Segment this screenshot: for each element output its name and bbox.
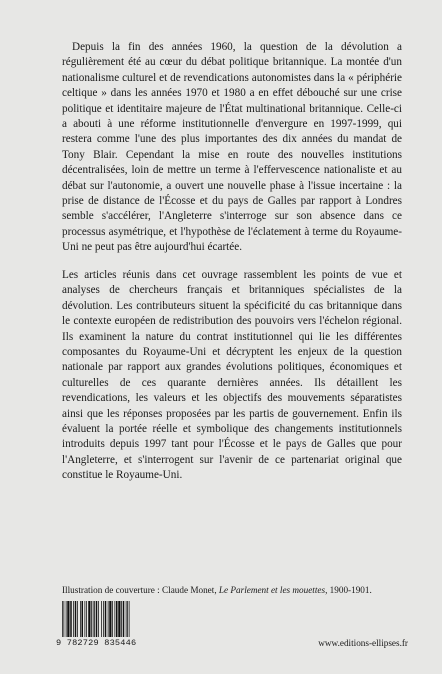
summary-paragraph-1: Depuis la fin des années 1960, la question de la dévolution a régulièrement été au cœur du débat politique britannique. La montée d'un nationalisme culturel et de revendications autonomistes dans la « périphérie celtique » dans les années 1970 et 1980 a en effet débouché sur une crise politique et identitaire majeure de l'État multinational britannique. Celle-ci a abouti à une réforme institutionnelle d'envergure en 1997-1999, qui restera comme l'une des plus importantes des dix années du mandat de Tony Blair. Cependant la mise en route des nouvelles institutions décentralisées, loin de mettre un terme à l'effervescence nationaliste et au débat sur l'autonomie, a ouvert une nouvelle phase à l'issue incertaine : la prise de distance de l'Écosse et du pays de Galles par rapport à Londres semble s'accélérer, l'Angleterre s'interroge sur son absence dans ce processus asymétrique, et l'hypothèse de l'éclatement à terme du Royaume-Uni ne peut pas être aujourd'hui écartée. <box>62 41 402 254</box>
cover-illustration-credit <box>62 584 402 596</box>
publisher-website: www.editions-ellipses.fr <box>318 638 408 648</box>
barcode-icon <box>58 601 158 637</box>
credit-suffix: , 1900-1901. <box>325 585 372 595</box>
credit-artwork-title: Le Parlement et les mouettes <box>218 585 326 595</box>
credit-prefix: Illustration de couverture : Claude Monet, <box>62 585 219 595</box>
isbn-digits: 9 782729 835446 <box>56 637 160 649</box>
summary-paragraph-2: Les articles réunis dans cet ouvrage rassemblent les points de vue et analyses de chercheurs français et britanniques spécialistes de la dévolution. Les contributeurs situent la spécificité du cas britannique dans le contexte européen de redistribution des pouvoirs vers l'échelon régional. Ils examinent la nature du contrat institutionnel qui lie les différentes composantes du Royaume-Uni et décryptent les enjeux de la question nationale par rapport aux grandes évolutions politiques, économiques et culturelles de ces quarante dernières années. Ils détaillent les revendications, les valeurs et les objectifs des mouvements séparatistes ainsi que les réponses proposées par les partis de gouvernement. Enfin ils évaluent la portée réelle et symbolique des changements institutionnels introduits depuis 1997 tant pour l'Écosse et le pays de Galles que pour l'Angleterre, et s'interrogent sur l'avenir de ce partenariat original que constitue le Royaume-Uni. <box>62 269 402 482</box>
